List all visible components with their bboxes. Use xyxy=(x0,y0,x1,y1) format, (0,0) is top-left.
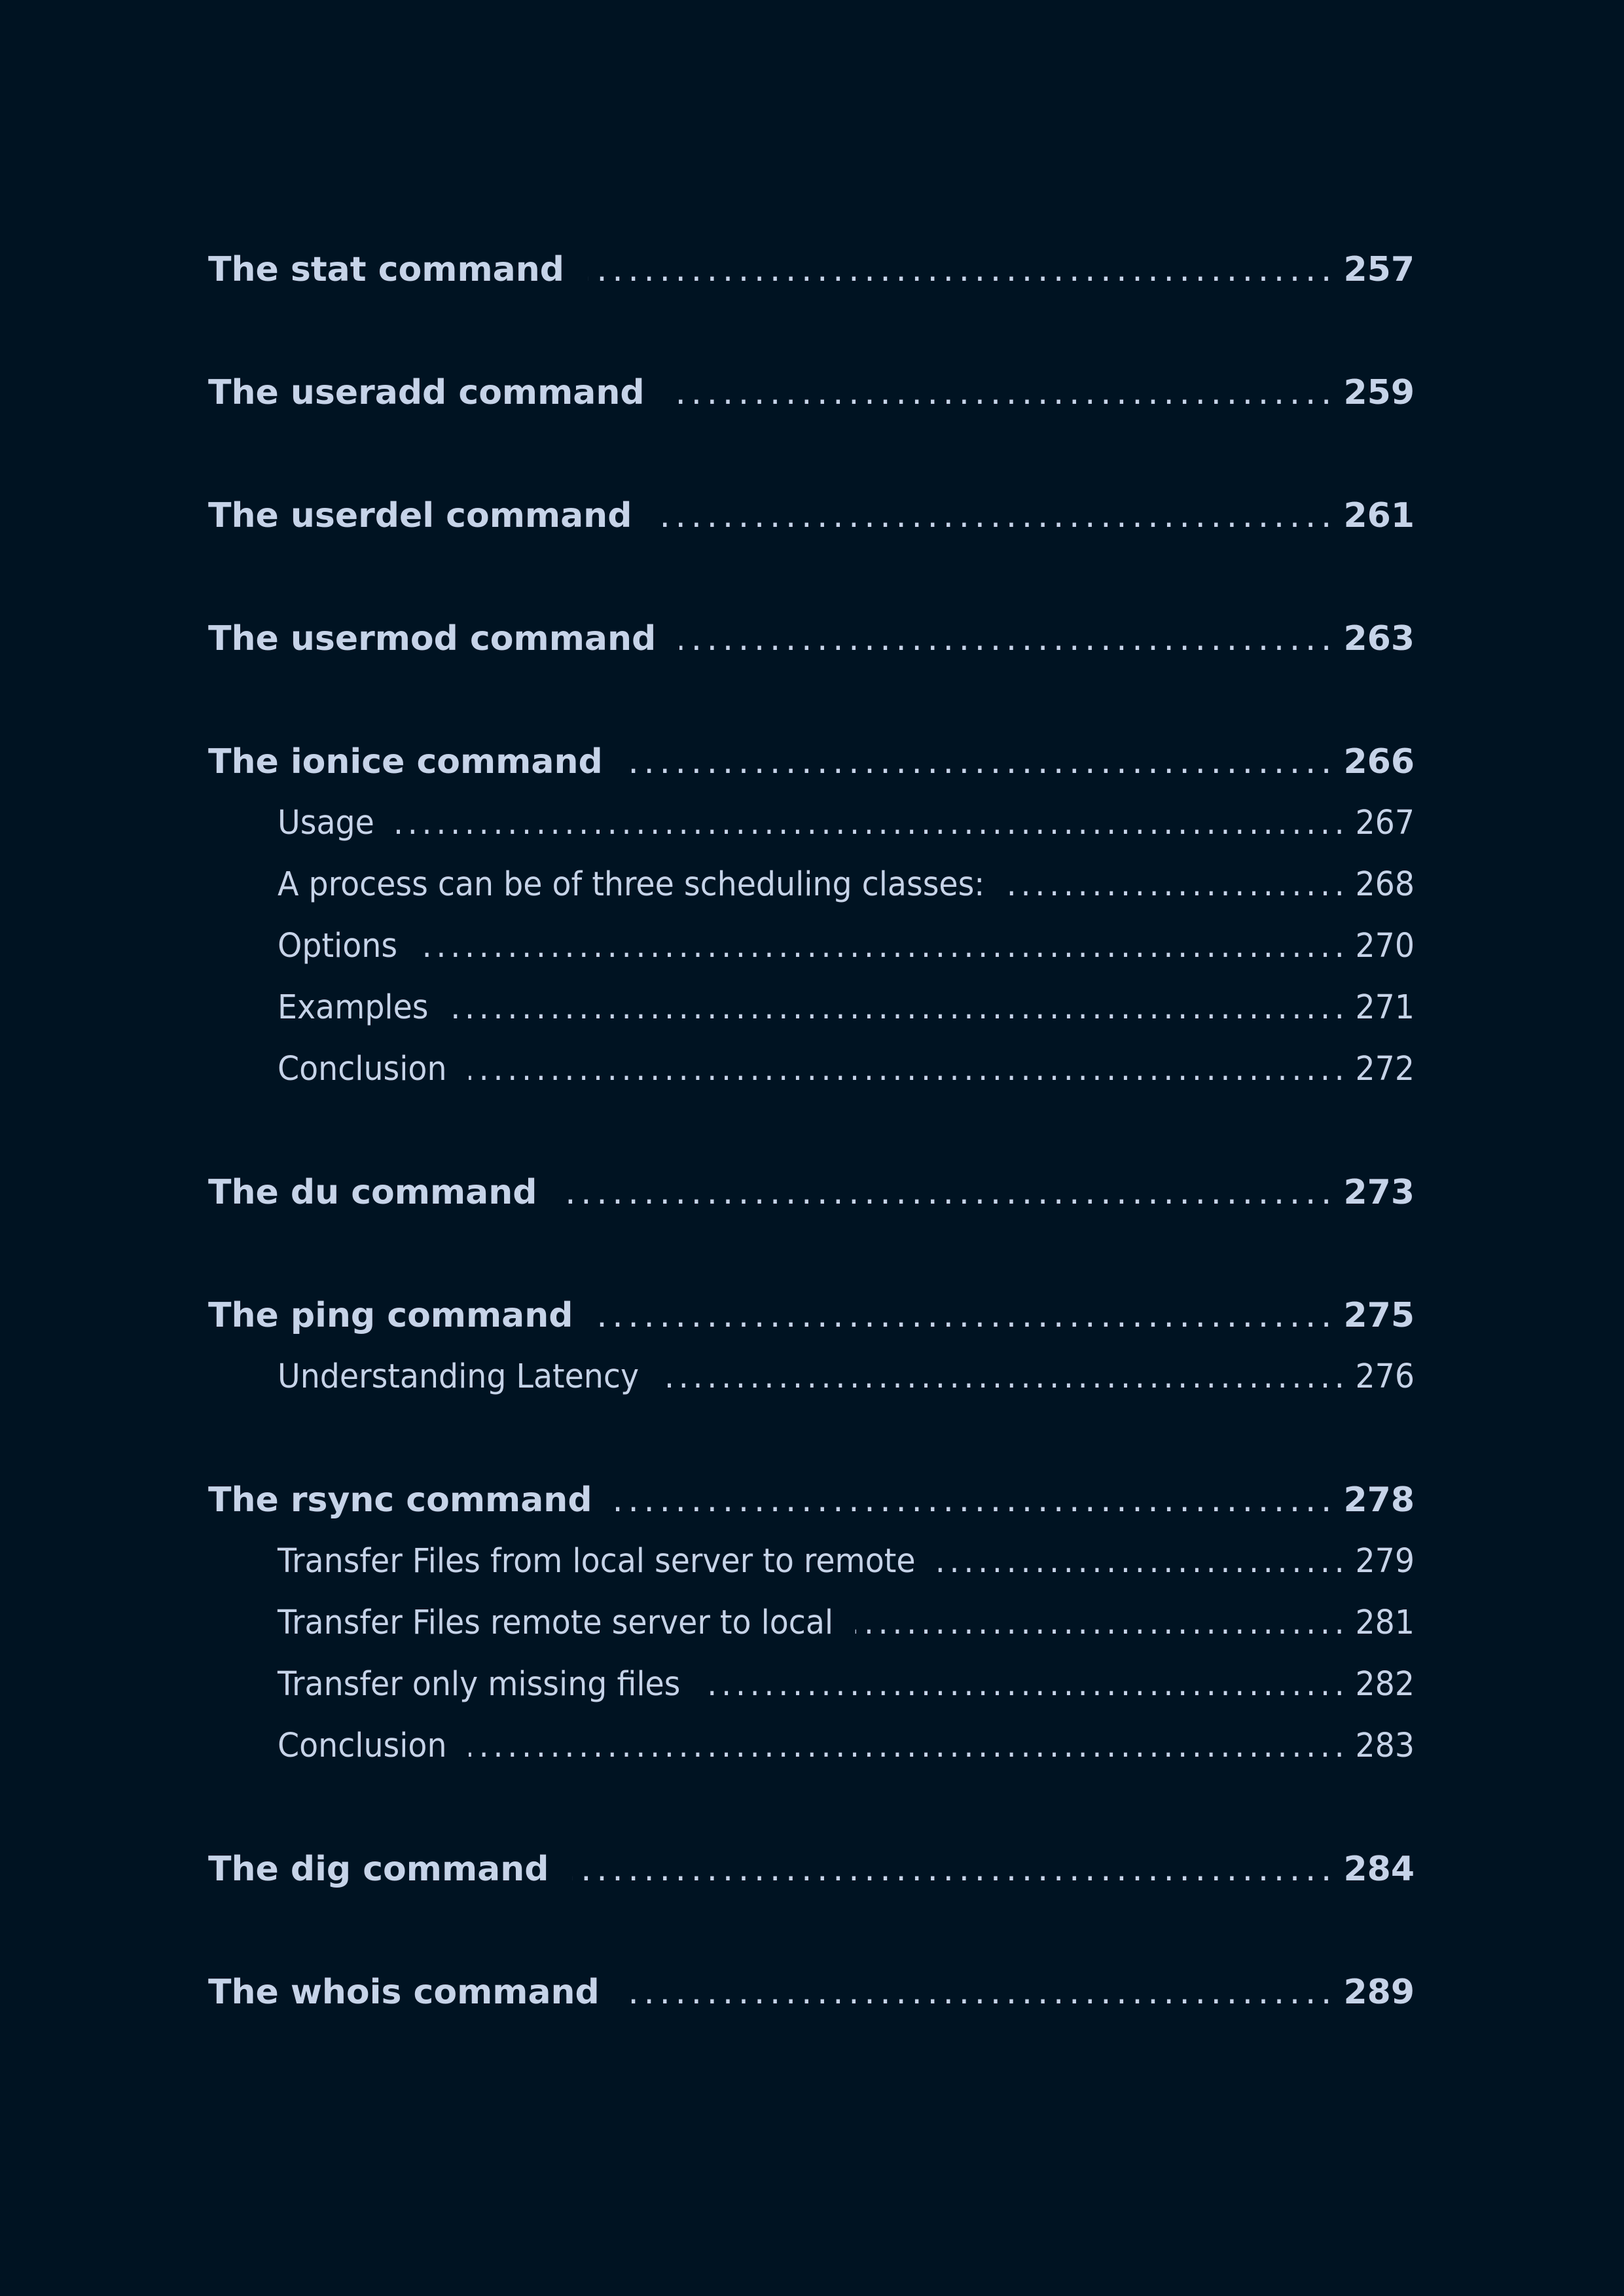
toc-subentry-page: 282 xyxy=(1355,1665,1415,1704)
toc-subentry-title: Transfer only missing files xyxy=(278,1665,681,1704)
toc-subentry-page: 272 xyxy=(1355,1050,1415,1088)
toc-entry[interactable] xyxy=(208,239,1415,300)
toc-subentry[interactable] xyxy=(208,1654,1415,1715)
toc-entry[interactable] xyxy=(208,1162,1415,1223)
dot-leader xyxy=(655,485,1331,547)
toc-entry[interactable] xyxy=(208,731,1415,793)
toc-entry-page: 289 xyxy=(1343,1973,1415,2012)
dot-leader xyxy=(679,608,1331,670)
toc-subentry-title: Understanding Latency xyxy=(278,1357,640,1396)
toc-subentry[interactable] xyxy=(208,1039,1415,1100)
toc-subentry-title: Transfer Files from local server to remote xyxy=(278,1542,916,1581)
dot-leader xyxy=(856,1592,1344,1654)
toc-subentry-page: 271 xyxy=(1355,988,1415,1027)
dot-leader xyxy=(420,916,1344,977)
toc-entry-page: 261 xyxy=(1343,496,1415,535)
toc-subentry-title: Options xyxy=(278,927,398,965)
toc-subentry-title: Transfer Files remote server to local xyxy=(278,1604,834,1642)
toc-entry-page: 259 xyxy=(1343,373,1415,412)
toc-subentry-title: Conclusion xyxy=(278,1727,447,1765)
toc-entry-title: The dig command xyxy=(208,1850,549,1889)
dot-leader xyxy=(560,1162,1331,1223)
toc-entry-page: 257 xyxy=(1343,250,1415,289)
toc-subentry[interactable] xyxy=(208,1715,1415,1777)
toc-subentry-page: 268 xyxy=(1355,865,1415,904)
toc-entry[interactable] xyxy=(208,485,1415,547)
toc-subentry-title: A process can be of three scheduling classes: xyxy=(278,865,985,904)
toc-entry-page: 284 xyxy=(1343,1850,1415,1889)
toc-entry[interactable] xyxy=(208,1962,1415,2023)
dot-leader xyxy=(469,1715,1344,1777)
dot-leader xyxy=(450,977,1344,1039)
toc-entry-title: The usermod command xyxy=(208,619,657,658)
dot-leader xyxy=(626,731,1332,793)
toc-subentry[interactable] xyxy=(208,793,1415,854)
toc-entry-title: The ping command xyxy=(208,1296,573,1335)
dot-leader xyxy=(702,1654,1344,1715)
toc-entry-title: The userdel command xyxy=(208,496,632,535)
toc-subentry-title: Examples xyxy=(278,988,429,1027)
dot-leader xyxy=(616,1469,1332,1531)
toc-entry-page: 263 xyxy=(1343,619,1415,658)
toc-entry[interactable] xyxy=(208,608,1415,670)
toc-subentry-page: 270 xyxy=(1355,927,1415,965)
table-of-contents xyxy=(208,239,1415,2023)
toc-subentry-page: 279 xyxy=(1355,1542,1415,1581)
toc-entry[interactable] xyxy=(208,1285,1415,1346)
toc-entry-page: 273 xyxy=(1343,1173,1415,1212)
toc-entry-title: The ionice command xyxy=(208,742,603,781)
toc-subentry-page: 283 xyxy=(1355,1727,1415,1765)
toc-entry-page: 278 xyxy=(1343,1480,1415,1520)
toc-subentry-page: 276 xyxy=(1355,1357,1415,1396)
dot-leader xyxy=(668,362,1332,423)
toc-entry-title: The rsync command xyxy=(208,1480,592,1520)
dot-leader xyxy=(661,1346,1344,1408)
dot-leader xyxy=(469,1039,1344,1100)
toc-entry[interactable] xyxy=(208,1839,1415,1900)
dot-leader xyxy=(1007,854,1344,916)
toc-subentry[interactable] xyxy=(208,1346,1415,1408)
toc-subentry[interactable] xyxy=(208,1531,1415,1592)
toc-subentry[interactable] xyxy=(208,977,1415,1039)
toc-subentry-title: Usage xyxy=(278,804,374,842)
dot-leader xyxy=(396,793,1344,854)
toc-entry[interactable] xyxy=(208,362,1415,423)
toc-subentry[interactable] xyxy=(208,1592,1415,1654)
toc-entry-title: The du command xyxy=(208,1173,537,1212)
dot-leader xyxy=(623,1962,1332,2023)
toc-subentry[interactable] xyxy=(208,916,1415,977)
toc-entry[interactable] xyxy=(208,1469,1415,1531)
toc-subentry-page: 267 xyxy=(1355,804,1415,842)
dot-leader xyxy=(937,1531,1344,1592)
toc-subentry[interactable] xyxy=(208,854,1415,916)
toc-entry-page: 266 xyxy=(1343,742,1415,781)
toc-entry-title: The whois command xyxy=(208,1973,600,2012)
toc-entry-title: The stat command xyxy=(208,250,564,289)
toc-entry-title: The useradd command xyxy=(208,373,645,412)
toc-subentry-title: Conclusion xyxy=(278,1050,447,1088)
toc-subentry-page: 281 xyxy=(1355,1604,1415,1642)
toc-entry-page: 275 xyxy=(1343,1296,1415,1335)
dot-leader xyxy=(572,1839,1331,1900)
dot-leader xyxy=(597,1285,1332,1346)
dot-leader xyxy=(588,239,1331,300)
